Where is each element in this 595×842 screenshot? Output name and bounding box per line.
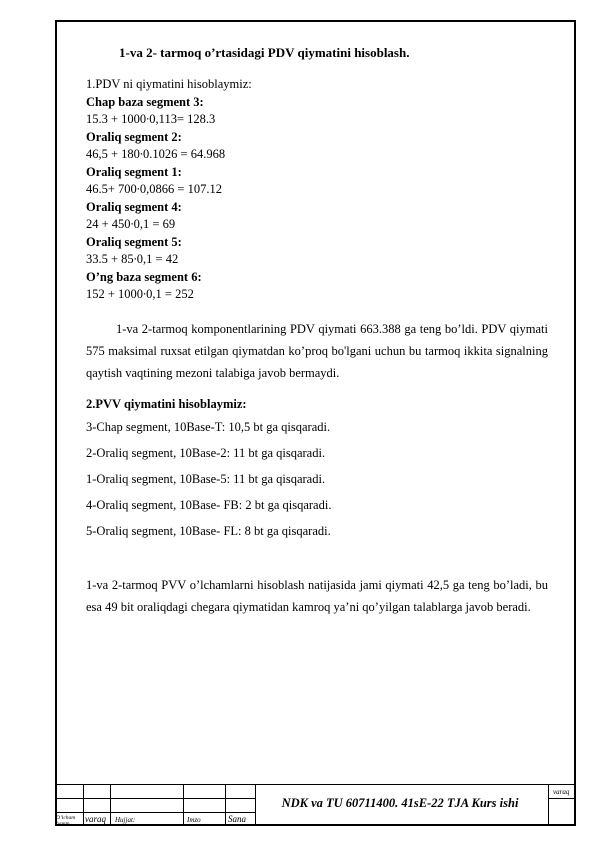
- stamp-col-size-2: hamm: [56, 821, 70, 827]
- pvv-line: 4-Oraliq segment, 10Base- FB: 2 bt ga qisqaradi.: [86, 497, 332, 512]
- intro-text: 1.PDV ni qiymatini hisoblaymiz:: [86, 77, 252, 91]
- segment-formula: 15.3 + 1000∙0,113= 128.3: [86, 112, 216, 126]
- pdv-conclusion-paragraph: 1-va 2-tarmoq komponentlarining PDV qiymati 663.388 ga teng bo’ldi. PDV qiymati 575 maksimal ruxsat etilgan qiymatdan ko’proq bo'lgani uchun bu tarmoq ikkita signalning qaytish vaqtining mezoni talabiga javob bermaydi.: [86, 321, 548, 380]
- pvv-line: 5-Oraliq segment, 10Base- FL: 8 bt ga qisqaradi.: [86, 523, 331, 538]
- pvv-conclusion-paragraph: 1-va 2-tarmoq PVV o’lchamlarni hisoblash natijasida jami qiymati 42,5 ga teng bo’ladi, bu esa 49 bit oraliqdagi chegara qiymatidan kamroq ya’ni qo’yilgan talablarga javob beradi.: [86, 577, 548, 614]
- segment-formula: 46,5 + 180∙0.1026 = 64.968: [86, 147, 226, 161]
- segment-formula: 24 + 450∙0,1 = 69: [86, 217, 176, 231]
- pvv-line: 3-Chap segment, 10Base-T: 10,5 bt ga qisqaradi.: [86, 419, 331, 434]
- segment-label: Oraliq segment 1:: [86, 164, 182, 179]
- stamp-col-sheet: varaq: [85, 814, 106, 824]
- document-code: NDK va TU 60711400. 41sE-22 TJA Kurs ishi: [281, 796, 519, 810]
- segment-formula: 152 + 1000∙0,1 = 252: [86, 287, 194, 301]
- segment-label: Oraliq segment 2:: [86, 129, 182, 144]
- sheet-label: varaq: [553, 788, 570, 796]
- segment-label: Oraliq segment 4:: [86, 199, 182, 214]
- title-block: [55, 784, 576, 826]
- pvv-line: 1-Oraliq segment, 10Base-5: 11 bt ga qisqaradi.: [86, 471, 326, 486]
- document-body: [86, 45, 548, 618]
- segment-label: Oraliq segment 5:: [86, 234, 182, 249]
- page-title: 1-va 2- tarmoq o’rtasidagi PDV qiymatini hisoblash.: [119, 45, 410, 60]
- stamp-col-document: Hujjat:: [115, 816, 136, 824]
- stamp-col-size: O’lcham: [56, 815, 76, 821]
- segment-formula: 46.5+ 700∙0,0866 = 107.12: [86, 182, 222, 196]
- pvv-line: 2-Oraliq segment, 10Base-2: 11 bt ga qisqaradi.: [86, 445, 326, 460]
- section-heading: 2.PVV qiymatini hisoblaymiz:: [86, 396, 247, 411]
- segment-label: O’ng baza segment 6:: [86, 269, 202, 284]
- segment-formula: 33.5 + 85∙0,1 = 42: [86, 252, 179, 266]
- segment-label: Chap baza segment 3:: [86, 94, 204, 109]
- stamp-col-date: Sana: [228, 814, 246, 824]
- stamp-col-signature: Imzo: [187, 816, 201, 824]
